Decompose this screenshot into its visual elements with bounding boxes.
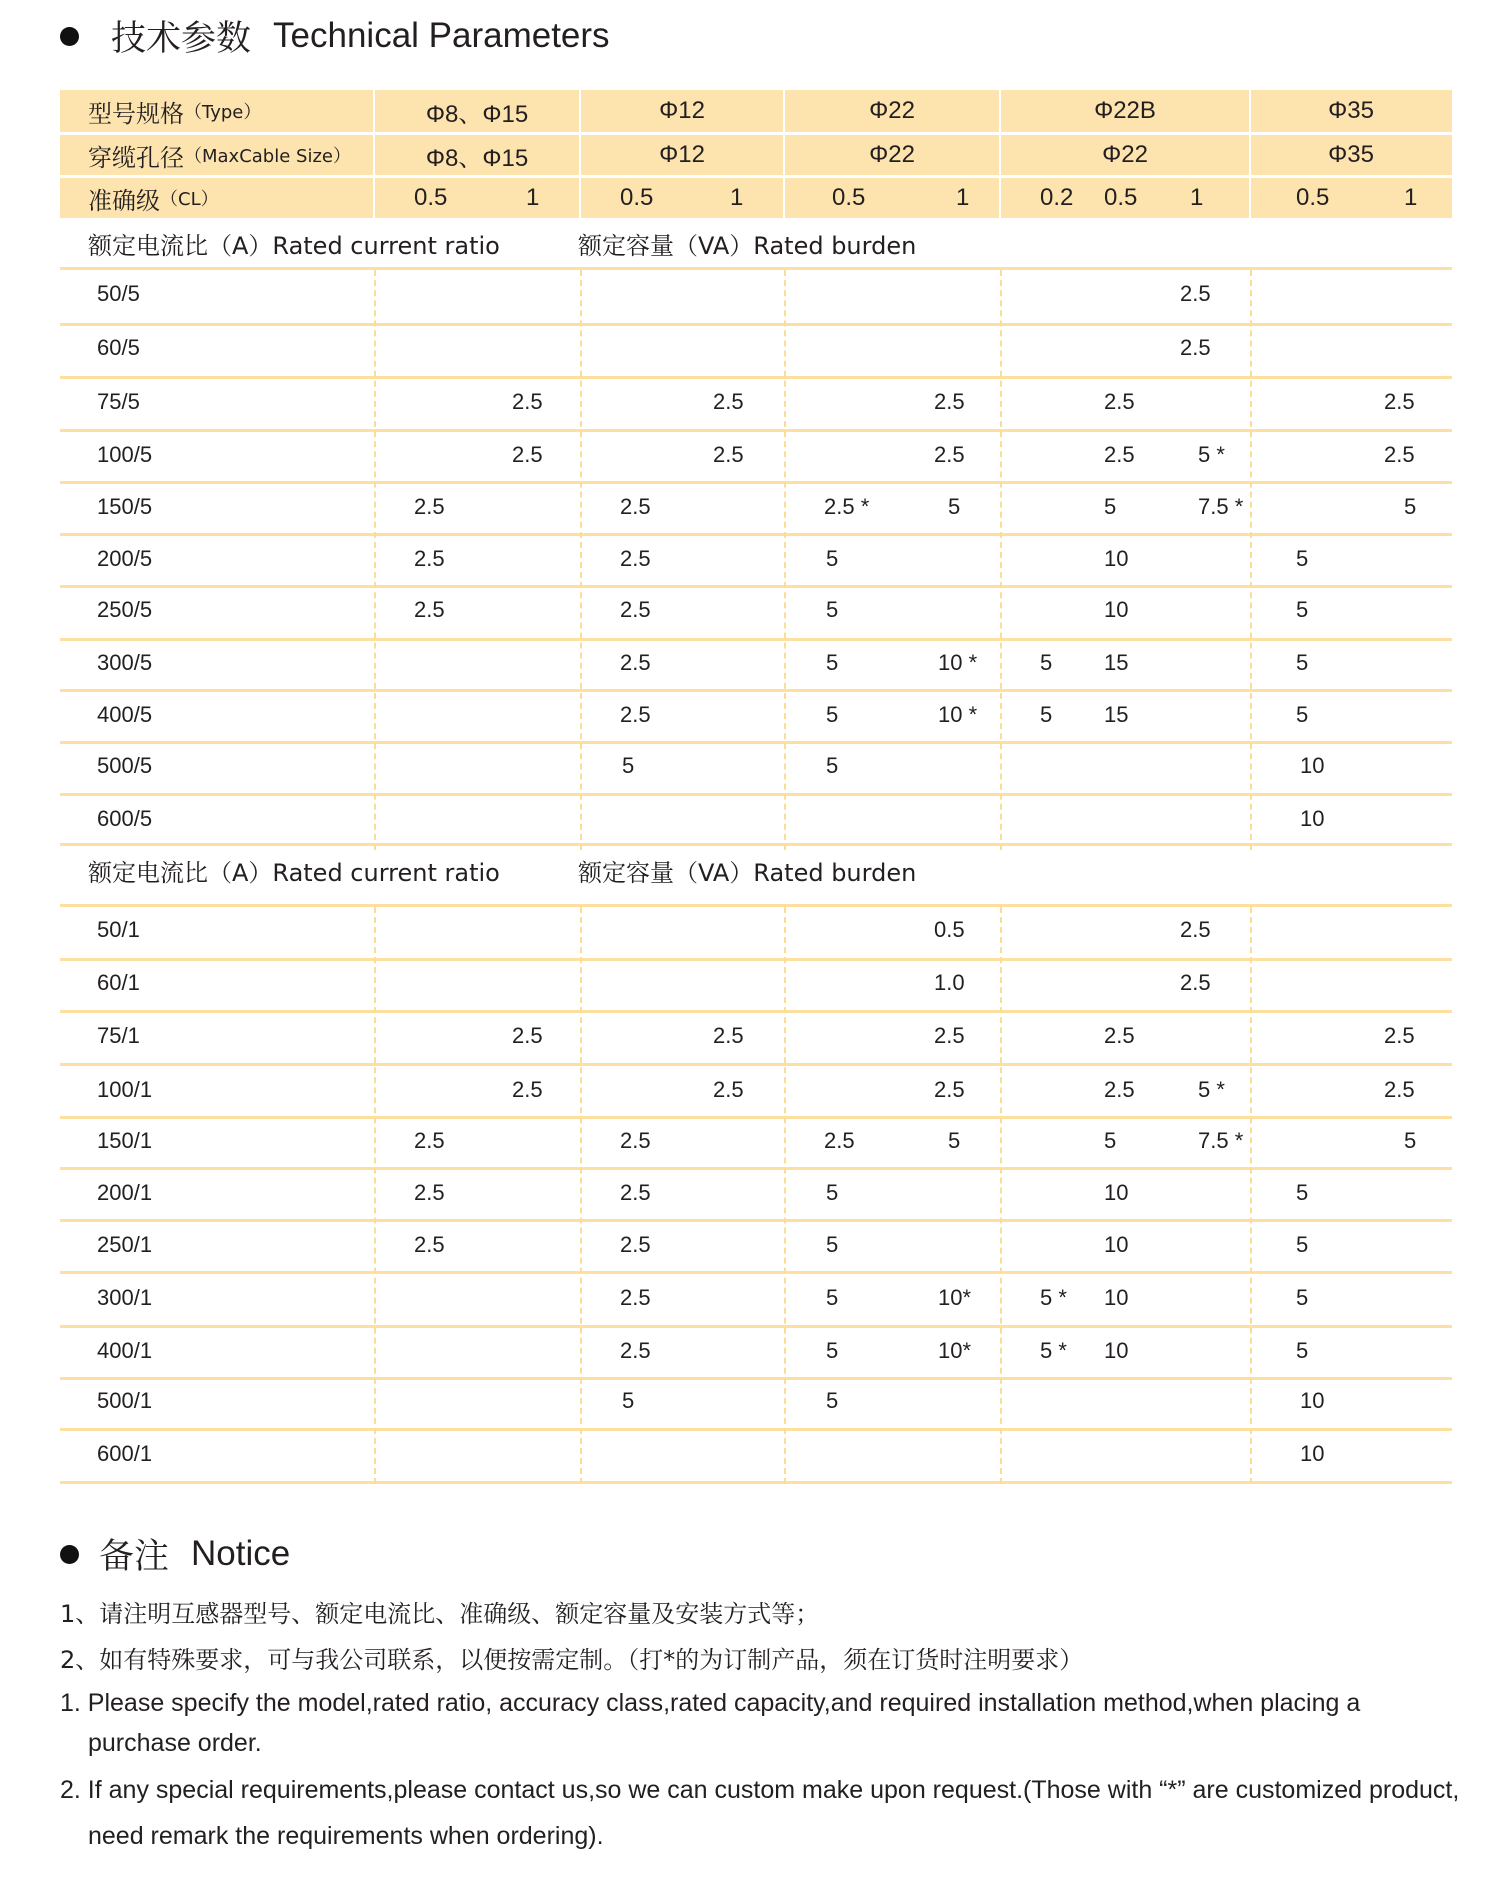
burden-value: 2.5 <box>713 1077 744 1102</box>
row-ratio-label: 75/5 <box>97 389 140 414</box>
burden-value: 5 <box>1404 1128 1417 1153</box>
row-ratio-label: 300/5 <box>97 650 153 675</box>
row-divider <box>60 1377 1452 1380</box>
section-title-en: Technical Parameters <box>273 16 610 55</box>
row-divider <box>60 481 1452 484</box>
header-cable-value: Φ35 <box>1328 141 1374 168</box>
burden-value: 5 <box>948 1128 961 1153</box>
row-divider <box>60 958 1452 961</box>
burden-value: 2.5 <box>934 1023 965 1048</box>
burden-value: 2.5 <box>620 1338 651 1363</box>
note-cn-2: 2、如有特殊要求，可与我公司联系，以便按需定制。（打*的为订制产品，须在订货时注明要求） <box>60 1646 1084 1674</box>
burden-value: 2.5 <box>1180 917 1211 942</box>
burden-value: 2.5 <box>620 546 651 571</box>
burden-value: 2.5 <box>512 1077 543 1102</box>
burden-value: 5 <box>826 1388 839 1413</box>
header-accuracy-value: 0.2 <box>1040 184 1074 211</box>
header-cable-value: Φ8、Φ15 <box>425 144 529 172</box>
column-divider <box>1250 270 1252 850</box>
burden-value: 2.5 <box>414 546 445 571</box>
burden-value: 2.5 <box>1384 389 1415 414</box>
burden-value: 10 <box>1104 1338 1129 1363</box>
header-accuracy-value: 0.5 <box>1104 184 1138 211</box>
header-column-divider <box>1249 178 1251 218</box>
burden-value: 2.5 <box>620 1180 651 1205</box>
burden-value: 10 * <box>938 650 978 675</box>
burden-value: 5 <box>1040 702 1053 727</box>
note-en-2-cont: need remark the requirements when ordering). <box>88 1822 604 1850</box>
bullet-icon <box>60 27 79 46</box>
burden-value: 10 <box>1300 1441 1325 1466</box>
burden-value: 2.5 <box>934 442 965 467</box>
row-ratio-label: 500/1 <box>97 1388 153 1413</box>
burden-value: 10 <box>1300 806 1325 831</box>
column-divider <box>1250 907 1252 1484</box>
row-ratio-label: 200/5 <box>97 546 153 571</box>
burden-value: 2.5 <box>620 1232 651 1257</box>
header-cable-value: Φ12 <box>659 141 705 168</box>
note-en-2: 2. If any special requirements,please contact us,so we can custom make upon request.(Those with “*” are customized product, <box>60 1776 1460 1804</box>
column-divider <box>1000 270 1002 850</box>
burden-value: 2.5 <box>934 389 965 414</box>
burden-value: 5 <box>1040 650 1053 675</box>
row-divider <box>60 741 1452 744</box>
burden-value: 5 <box>826 1338 839 1363</box>
burden-value: 15 <box>1104 650 1129 675</box>
column-divider <box>374 907 376 1484</box>
burden-value: 2.5 <box>620 597 651 622</box>
burden-value: 10 <box>1104 1232 1129 1257</box>
burden-value: 2.5 <box>620 494 651 519</box>
header-row-accuracy <box>60 178 1452 218</box>
burden-value: 5 <box>1404 494 1417 519</box>
row-divider <box>60 1167 1452 1170</box>
burden-value: 1.0 <box>934 970 965 995</box>
section-title-cn: 备注 <box>99 1537 170 1577</box>
row-divider <box>60 323 1452 326</box>
burden-value: 5 <box>622 753 635 778</box>
burden-value: 2.5 <box>1180 970 1211 995</box>
header-type-value: Φ22B <box>1094 97 1156 124</box>
section-title-notice <box>60 1528 290 1580</box>
row-ratio-label: 60/5 <box>97 335 140 360</box>
header-accuracy-value: 0.5 <box>620 184 654 211</box>
column-divider <box>784 907 786 1484</box>
header-type-value: Φ22 <box>869 97 915 124</box>
burden-value: 2.5 <box>512 442 543 467</box>
burden-value: 10 <box>1104 1180 1129 1205</box>
burden-value: 2.5 <box>620 650 651 675</box>
header-cl-label: 准确级 （CL） <box>88 186 219 215</box>
burden-value: 2.5 <box>1104 389 1135 414</box>
burden-value: 2.5 <box>1104 1023 1135 1048</box>
burden-value: 5 <box>1296 597 1309 622</box>
header-column-divider <box>373 178 375 218</box>
burden-value: 5 <box>1296 1180 1309 1205</box>
burden-value: 10 <box>1104 1285 1129 1310</box>
column-divider <box>1000 907 1002 1484</box>
burden-value: 2.5 <box>1180 281 1211 306</box>
column-divider <box>580 270 582 850</box>
burden-value: 2.5 <box>512 389 543 414</box>
row-divider <box>60 376 1452 379</box>
burden-value: 10 <box>1300 1388 1325 1413</box>
burden-value: 2.5 <box>713 389 744 414</box>
row-ratio-label: 100/1 <box>97 1077 153 1102</box>
burden-value: 2.5 <box>414 1232 445 1257</box>
row-divider <box>60 1116 1452 1119</box>
burden-value: 5 * <box>1040 1285 1067 1310</box>
burden-value: 2.5 <box>414 1128 445 1153</box>
burden-value: 5 * <box>1198 442 1225 467</box>
burden-value: 5 <box>826 546 839 571</box>
burden-value: 2.5 <box>1180 335 1211 360</box>
row-ratio-label: 500/5 <box>97 753 153 778</box>
row-ratio-label: 150/5 <box>97 494 153 519</box>
note-cn-1: 1、请注明互感器型号、额定电流比、准确级、额定容量及安装方式等； <box>60 1600 820 1628</box>
burden-value: 2.5 <box>414 494 445 519</box>
burden-value: 2.5 <box>1384 442 1415 467</box>
header-cable-label: 穿缆孔径 （MaxCable Size） <box>88 143 351 172</box>
burden-value: 5 <box>1296 1285 1309 1310</box>
burden-value: 2.5 <box>1104 1077 1135 1102</box>
table-b-ratio-label: 额定电流比（A）Rated current ratio <box>88 859 500 887</box>
header-accuracy-value: 1 <box>956 184 970 211</box>
row-divider <box>60 1010 1452 1013</box>
row-ratio-label: 50/5 <box>97 281 140 306</box>
burden-value: 10 <box>1300 753 1325 778</box>
row-ratio-label: 60/1 <box>97 970 140 995</box>
burden-value: 5 <box>1296 546 1309 571</box>
header-type-value: Φ8、Φ15 <box>425 100 529 128</box>
row-divider <box>60 1325 1452 1328</box>
row-ratio-label: 600/5 <box>97 806 153 831</box>
column-divider <box>580 907 582 1484</box>
row-divider <box>60 1219 1452 1222</box>
row-divider <box>60 429 1452 432</box>
header-column-divider <box>999 178 1001 218</box>
burden-value: 10 * <box>938 702 978 727</box>
burden-value: 2.5 <box>620 1285 651 1310</box>
row-divider <box>60 638 1452 641</box>
burden-value: 2.5 <box>1104 442 1135 467</box>
row-divider <box>60 1271 1452 1274</box>
header-type-label: 型号规格 （Type） <box>88 99 262 128</box>
row-ratio-label: 75/1 <box>97 1023 140 1048</box>
row-divider <box>60 1428 1452 1431</box>
burden-value: 5 <box>948 494 961 519</box>
row-ratio-label: 400/5 <box>97 702 153 727</box>
burden-value: 5 <box>826 1232 839 1257</box>
header-accuracy-value: 1 <box>730 184 744 211</box>
bullet-icon <box>60 1545 79 1564</box>
header-type-value: Φ12 <box>659 97 705 124</box>
row-ratio-label: 200/1 <box>97 1180 153 1205</box>
burden-value: 0.5 <box>934 917 965 942</box>
row-ratio-label: 250/5 <box>97 597 153 622</box>
column-divider <box>374 270 376 850</box>
header-accuracy-value: 0.5 <box>1296 184 1330 211</box>
burden-value: 5 <box>826 1180 839 1205</box>
burden-value: 2.5 <box>713 1023 744 1048</box>
burden-value: 2.5 <box>1384 1077 1415 1102</box>
burden-value: 5 <box>1104 494 1117 519</box>
burden-value: 5 <box>826 1285 839 1310</box>
row-ratio-label: 400/1 <box>97 1338 153 1363</box>
header-column-divider <box>783 178 785 218</box>
burden-value: 10* <box>938 1285 972 1310</box>
burden-value: 10 <box>1104 546 1129 571</box>
burden-value: 2.5 <box>1384 1023 1415 1048</box>
section-title-technical-parameters <box>60 10 610 62</box>
burden-value: 5 <box>622 1388 635 1413</box>
header-type-value: Φ35 <box>1328 97 1374 124</box>
section-title-cn: 技术参数 <box>111 19 252 59</box>
burden-value: 5 <box>1104 1128 1117 1153</box>
row-divider <box>60 904 1452 907</box>
header-cable-value: Φ22 <box>869 141 915 168</box>
burden-value: 5 <box>826 650 839 675</box>
burden-value: 5 * <box>1198 1077 1225 1102</box>
note-en-1: 1. Please specify the model,rated ratio, accuracy class,rated capacity,and required installation method,when placing a <box>60 1689 1361 1717</box>
burden-value: 2.5 <box>713 442 744 467</box>
burden-value: 5 <box>1296 702 1309 727</box>
burden-value: 2.5 <box>414 1180 445 1205</box>
burden-value: 10* <box>938 1338 972 1363</box>
burden-value: 2.5 <box>824 1128 855 1153</box>
burden-value: 2.5 <box>620 702 651 727</box>
header-accuracy-value: 0.5 <box>414 184 448 211</box>
table-a-ratio-label: 额定电流比（A）Rated current ratio <box>88 232 500 260</box>
row-ratio-label: 100/5 <box>97 442 153 467</box>
section-title-en: Notice <box>191 1534 291 1573</box>
burden-value: 10 <box>1104 597 1129 622</box>
column-divider <box>784 270 786 850</box>
table-b-burden-label: 额定容量（VA）Rated burden <box>578 859 917 887</box>
burden-value: 2.5 * <box>824 494 870 519</box>
burden-value: 2.5 <box>512 1023 543 1048</box>
burden-value: 5 * <box>1040 1338 1067 1363</box>
burden-value: 2.5 <box>620 1128 651 1153</box>
burden-value: 5 <box>826 702 839 727</box>
header-cable-value: Φ22 <box>1102 141 1148 168</box>
row-divider <box>60 843 1452 846</box>
note-en-1-cont: purchase order. <box>88 1729 262 1757</box>
burden-value: 2.5 <box>934 1077 965 1102</box>
header-accuracy-value: 1 <box>1190 184 1204 211</box>
burden-value: 15 <box>1104 702 1129 727</box>
row-divider <box>60 533 1452 536</box>
row-ratio-label: 300/1 <box>97 1285 153 1310</box>
burden-value: 7.5 * <box>1198 494 1244 519</box>
burden-value: 7.5 * <box>1198 1128 1244 1153</box>
row-ratio-label: 50/1 <box>97 917 140 942</box>
row-ratio-label: 150/1 <box>97 1128 153 1153</box>
burden-value: 5 <box>1296 1338 1309 1363</box>
table-a-burden-label: 额定容量（VA）Rated burden <box>578 232 917 260</box>
burden-value: 5 <box>1296 1232 1309 1257</box>
row-ratio-label: 600/1 <box>97 1441 153 1466</box>
burden-value: 2.5 <box>414 597 445 622</box>
row-divider <box>60 267 1452 270</box>
row-divider <box>60 1063 1452 1066</box>
row-divider <box>60 793 1452 796</box>
row-ratio-label: 250/1 <box>97 1232 153 1257</box>
header-column-divider <box>579 178 581 218</box>
header-accuracy-value: 0.5 <box>832 184 866 211</box>
burden-value: 5 <box>826 597 839 622</box>
row-divider <box>60 1481 1452 1484</box>
row-divider <box>60 585 1452 588</box>
burden-value: 5 <box>826 753 839 778</box>
header-accuracy-value: 1 <box>526 184 540 211</box>
row-divider <box>60 689 1452 692</box>
burden-value: 5 <box>1296 650 1309 675</box>
header-accuracy-value: 1 <box>1404 184 1418 211</box>
